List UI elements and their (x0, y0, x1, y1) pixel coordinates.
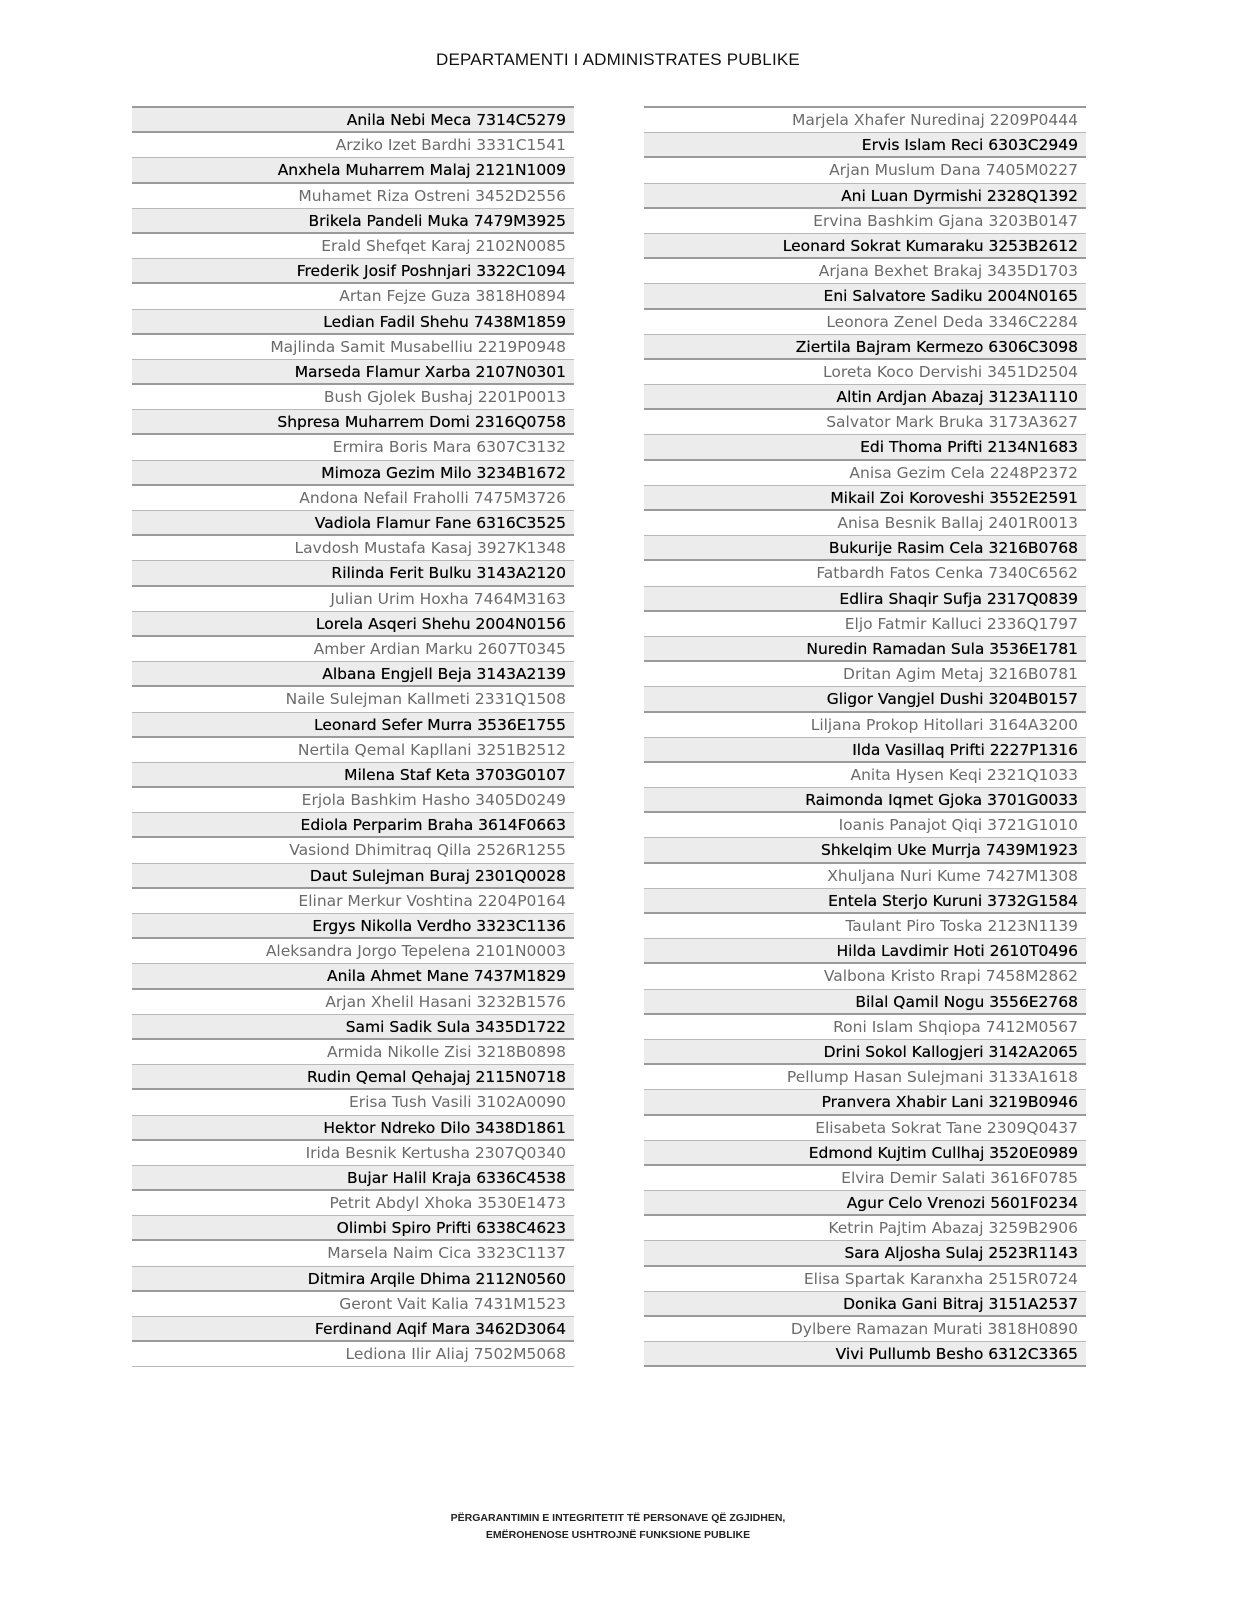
right-name-list (644, 106, 1086, 1367)
list-item: Anita Hysen Keqi 2321Q1033 (644, 763, 1086, 788)
list-item: Ioanis Panajot Qiqi 3721G1010 (644, 813, 1086, 838)
list-item: Anila Nebi Meca 7314C5279 (132, 108, 574, 133)
list-item: Daut Sulejman Buraj 2301Q0028 (132, 864, 574, 889)
list-item: Anxhela Muharrem Malaj 2121N1009 (132, 158, 574, 183)
list-item: Ditmira Arqile Dhima 2112N0560 (132, 1267, 574, 1292)
list-item: Irida Besnik Kertusha 2307Q0340 (132, 1141, 574, 1166)
list-item: Shkelqim Uke Murrja 7439M1923 (644, 838, 1086, 863)
list-item: Donika Gani Bitraj 3151A2537 (644, 1292, 1086, 1317)
list-item: Arjan Muslum Dana 7405M0227 (644, 158, 1086, 183)
list-item: Hilda Lavdimir Hoti 2610T0496 (644, 939, 1086, 964)
list-item: Elisa Spartak Karanxha 2515R0724 (644, 1267, 1086, 1292)
list-item: Loreta Koco Dervishi 3451D2504 (644, 360, 1086, 385)
list-item: Marjela Xhafer Nuredinaj 2209P0444 (644, 108, 1086, 133)
list-item: Leonora Zenel Deda 3346C2284 (644, 310, 1086, 335)
list-item: Naile Sulejman Kallmeti 2331Q1508 (132, 687, 574, 712)
list-item: Milena Staf Keta 3703G0107 (132, 763, 574, 788)
list-item: Pellump Hasan Sulejmani 3133A1618 (644, 1065, 1086, 1090)
footer (0, 1510, 1236, 1544)
list-item: Ermira Boris Mara 6307C3132 (132, 435, 574, 460)
list-item: Gligor Vangjel Dushi 3204B0157 (644, 687, 1086, 712)
list-item: Drini Sokol Kallogjeri 3142A2065 (644, 1040, 1086, 1065)
page-title: DEPARTAMENTI I ADMINISTRATES PUBLIKE (436, 50, 800, 69)
list-item: Ervina Bashkim Gjana 3203B0147 (644, 209, 1086, 234)
list-item: Raimonda Iqmet Gjoka 3701G0033 (644, 788, 1086, 813)
list-item: Ledian Fadil Shehu 7438M1859 (132, 310, 574, 335)
list-item: Nertila Qemal Kapllani 3251B2512 (132, 738, 574, 763)
list-item: Ervis Islam Reci 6303C2949 (644, 133, 1086, 158)
list-item: Ilda Vasillaq Prifti 2227P1316 (644, 738, 1086, 763)
list-item: Geront Vait Kalia 7431M1523 (132, 1292, 574, 1317)
list-item: Dylbere Ramazan Murati 3818H0890 (644, 1317, 1086, 1342)
list-item: Amber Ardian Marku 2607T0345 (132, 637, 574, 662)
list-item: Erjola Bashkim Hasho 3405D0249 (132, 788, 574, 813)
list-item: Muhamet Riza Ostreni 3452D2556 (132, 184, 574, 209)
list-item: Agur Celo Vrenozi 5601F0234 (644, 1191, 1086, 1216)
list-item: Edi Thoma Prifti 2134N1683 (644, 435, 1086, 460)
list-item: Nuredin Ramadan Sula 3536E1781 (644, 637, 1086, 662)
list-item: Altin Ardjan Abazaj 3123A1110 (644, 385, 1086, 410)
list-item: Marsela Naim Cica 3323C1137 (132, 1241, 574, 1266)
list-item: Mikail Zoi Koroveshi 3552E2591 (644, 486, 1086, 511)
list-item: Pranvera Xhabir Lani 3219B0946 (644, 1090, 1086, 1115)
left-name-list (132, 106, 574, 1367)
list-item: Lorela Asqeri Shehu 2004N0156 (132, 612, 574, 637)
list-item: Eni Salvatore Sadiku 2004N0165 (644, 284, 1086, 309)
list-item: Erisa Tush Vasili 3102A0090 (132, 1090, 574, 1115)
list-item: Erald Shefqet Karaj 2102N0085 (132, 234, 574, 259)
list-item: Majlinda Samit Musabelliu 2219P0948 (132, 335, 574, 360)
list-item: Bujar Halil Kraja 6336C4538 (132, 1166, 574, 1191)
list-item: Dritan Agim Metaj 3216B0781 (644, 662, 1086, 687)
list-item: Eljo Fatmir Kalluci 2336Q1797 (644, 612, 1086, 637)
list-item: Julian Urim Hoxha 7464M3163 (132, 587, 574, 612)
list-item: Olimbi Spiro Prifti 6338C4623 (132, 1216, 574, 1241)
list-item: Entela Sterjo Kuruni 3732G1584 (644, 889, 1086, 914)
list-item: Bilal Qamil Nogu 3556E2768 (644, 990, 1086, 1015)
list-item: Arjan Xhelil Hasani 3232B1576 (132, 990, 574, 1015)
list-item: Rudin Qemal Qehajaj 2115N0718 (132, 1065, 574, 1090)
list-item: Artan Fejze Guza 3818H0894 (132, 284, 574, 309)
list-item: Arziko Izet Bardhi 3331C1541 (132, 133, 574, 158)
list-item: Petrit Abdyl Xhoka 3530E1473 (132, 1191, 574, 1216)
list-item: Salvator Mark Bruka 3173A3627 (644, 410, 1086, 435)
list-item: Fatbardh Fatos Cenka 7340C6562 (644, 561, 1086, 586)
list-item: Bukurije Rasim Cela 3216B0768 (644, 536, 1086, 561)
list-item: Anisa Gezim Cela 2248P2372 (644, 461, 1086, 486)
list-item: Vasiond Dhimitraq Qilla 2526R1255 (132, 838, 574, 863)
list-item: Rilinda Ferit Bulku 3143A2120 (132, 561, 574, 586)
list-item: Edlira Shaqir Sufja 2317Q0839 (644, 587, 1086, 612)
list-item: Brikela Pandeli Muka 7479M3925 (132, 209, 574, 234)
list-item: Ferdinand Aqif Mara 3462D3064 (132, 1317, 574, 1342)
list-item: Lavdosh Mustafa Kasaj 3927K1348 (132, 536, 574, 561)
list-item: Hektor Ndreko Dilo 3438D1861 (132, 1116, 574, 1141)
list-item: Liljana Prokop Hitollari 3164A3200 (644, 713, 1086, 738)
list-item: Anisa Besnik Ballaj 2401R0013 (644, 511, 1086, 536)
list-item: Bush Gjolek Bushaj 2201P0013 (132, 385, 574, 410)
list-item: Elinar Merkur Voshtina 2204P0164 (132, 889, 574, 914)
list-item: Vivi Pullumb Besho 6312C3365 (644, 1342, 1086, 1367)
list-item: Sara Aljosha Sulaj 2523R1143 (644, 1241, 1086, 1266)
list-item: Marseda Flamur Xarba 2107N0301 (132, 360, 574, 385)
list-item: Vadiola Flamur Fane 6316C3525 (132, 511, 574, 536)
list-item: Sami Sadik Sula 3435D1722 (132, 1015, 574, 1040)
list-item: Xhuljana Nuri Kume 7427M1308 (644, 864, 1086, 889)
list-item: Leonard Sefer Murra 3536E1755 (132, 713, 574, 738)
list-item: Ergys Nikolla Verdho 3323C1136 (132, 914, 574, 939)
list-item: Andona Nefail Fraholli 7475M3726 (132, 486, 574, 511)
list-item: Edmond Kujtim Cullhaj 3520E0989 (644, 1141, 1086, 1166)
list-item: Shpresa Muharrem Domi 2316Q0758 (132, 410, 574, 435)
list-item: Frederik Josif Poshnjari 3322C1094 (132, 259, 574, 284)
footer-line-1: PËRGARANTIMIN E INTEGRITETIT TË PERSONAVE QË ZGJIDHEN, (450, 1512, 786, 1524)
list-item: Ziertila Bajram Kermezo 6306C3098 (644, 335, 1086, 360)
list-item: Roni Islam Shqiopa 7412M0567 (644, 1015, 1086, 1040)
list-item: Aleksandra Jorgo Tepelena 2101N0003 (132, 939, 574, 964)
list-item: Mimoza Gezim Milo 3234B1672 (132, 461, 574, 486)
list-item: Lediona Ilir Aliaj 7502M5068 (132, 1342, 574, 1367)
footer-line-2: EMËROHENOSE USHTROJNË FUNKSIONE PUBLIKE (485, 1529, 751, 1541)
list-item: Ketrin Pajtim Abazaj 3259B2906 (644, 1216, 1086, 1241)
list-item: Anila Ahmet Mane 7437M1829 (132, 964, 574, 989)
list-item: Arjana Bexhet Brakaj 3435D1703 (644, 259, 1086, 284)
list-item: Ediola Perparim Braha 3614F0663 (132, 813, 574, 838)
list-item: Taulant Piro Toska 2123N1139 (644, 914, 1086, 939)
list-item: Armida Nikolle Zisi 3218B0898 (132, 1040, 574, 1065)
list-item: Ani Luan Dyrmishi 2328Q1392 (644, 184, 1086, 209)
list-item: Valbona Kristo Rrapi 7458M2862 (644, 964, 1086, 989)
list-item: Elisabeta Sokrat Tane 2309Q0437 (644, 1116, 1086, 1141)
list-item: Leonard Sokrat Kumaraku 3253B2612 (644, 234, 1086, 259)
list-item: Elvira Demir Salati 3616F0785 (644, 1166, 1086, 1191)
list-item: Albana Engjell Beja 3143A2139 (132, 662, 574, 687)
